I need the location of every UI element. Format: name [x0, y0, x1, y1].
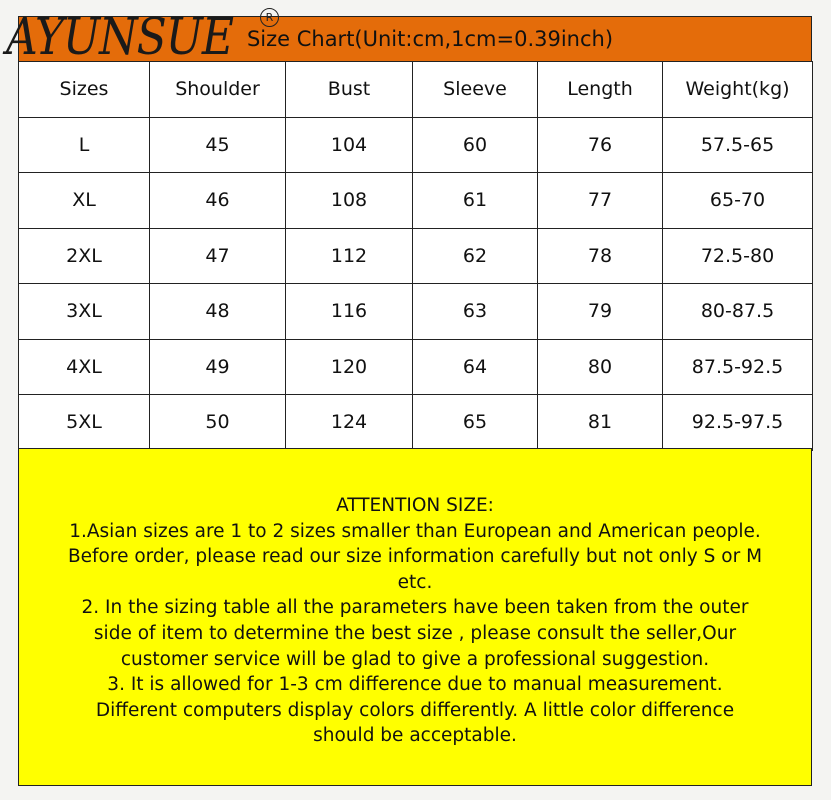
table-row — [19, 284, 813, 340]
cell-bust: 120 — [286, 339, 413, 395]
cell-bust: 108 — [286, 173, 413, 229]
cell-length: 80 — [538, 339, 663, 395]
cell-sleeve: 65 — [413, 395, 538, 451]
table-row — [19, 339, 813, 395]
cell-weight: 80-87.5 — [663, 284, 813, 340]
notice-line: customer service will be glad to give a professional suggestion. — [120, 648, 710, 670]
notice-line: 3. It is allowed for 1-3 cm difference due to manual measurement. — [107, 674, 723, 696]
cell-weight: 92.5-97.5 — [663, 395, 813, 451]
cell-sleeve: 60 — [413, 117, 538, 173]
cell-shoulder: 48 — [150, 284, 286, 340]
cell-bust: 112 — [286, 228, 413, 284]
cell-length: 78 — [538, 228, 663, 284]
cell-weight: 87.5-92.5 — [663, 339, 813, 395]
column-header-sleeve: Sleeve — [413, 62, 538, 118]
cell-length: 76 — [538, 117, 663, 173]
cell-sleeve: 61 — [413, 173, 538, 229]
notice-heading: ATTENTION SIZE: — [336, 495, 494, 516]
notice-line: 2. In the sizing table all the parameters have been taken from the outer — [81, 597, 749, 619]
cell-weight: 65-70 — [663, 173, 813, 229]
cell-bust: 104 — [286, 117, 413, 173]
column-header-shoulder: Shoulder — [150, 62, 286, 118]
column-header-sizes: Sizes — [19, 62, 150, 118]
brand-logo: AYUNSUE — [6, 8, 233, 67]
cell-sleeve: 64 — [413, 339, 538, 395]
cell-bust: 124 — [286, 395, 413, 451]
cell-shoulder: 46 — [150, 173, 286, 229]
cell-size: XL — [19, 173, 150, 229]
notice-line: side of item to determine the best size , please consult the seller,Our — [93, 622, 737, 644]
notice-line: Different computers display colors differently. A little color difference — [95, 699, 735, 721]
cell-weight: 57.5-65 — [663, 117, 813, 173]
cell-shoulder: 45 — [150, 117, 286, 173]
column-header-length: Length — [538, 62, 663, 118]
cell-size: L — [19, 117, 150, 173]
cell-size: 4XL — [19, 339, 150, 395]
cell-sleeve: 62 — [413, 228, 538, 284]
cell-weight: 72.5-80 — [663, 228, 813, 284]
cell-size: 3XL — [19, 284, 150, 340]
cell-length: 77 — [538, 173, 663, 229]
size-table — [18, 61, 813, 451]
cell-bust: 116 — [286, 284, 413, 340]
table-row — [19, 173, 813, 229]
attention-notice — [18, 448, 812, 786]
table-header-row — [19, 62, 813, 118]
notice-line: etc. — [397, 571, 433, 593]
cell-shoulder: 49 — [150, 339, 286, 395]
cell-shoulder: 50 — [150, 395, 286, 451]
table-row — [19, 228, 813, 284]
notice-line: should be acceptable. — [313, 725, 517, 747]
notice-line: 1.Asian sizes are 1 to 2 sizes smaller than European and American people. — [69, 520, 761, 542]
notice-line: Before order, please read our size information carefully but not only S or M — [67, 546, 763, 568]
registered-mark-icon: R — [260, 8, 279, 27]
size-table-body — [19, 62, 813, 451]
cell-size: 2XL — [19, 228, 150, 284]
table-row — [19, 395, 813, 451]
cell-length: 81 — [538, 395, 663, 451]
cell-size: 5XL — [19, 395, 150, 451]
cell-shoulder: 47 — [150, 228, 286, 284]
column-header-bust: Bust — [286, 62, 413, 118]
cell-sleeve: 63 — [413, 284, 538, 340]
column-header-weight: Weight(kg) — [663, 62, 813, 118]
table-row — [19, 117, 813, 173]
cell-length: 79 — [538, 284, 663, 340]
size-chart-title: Size Chart(Unit:cm,1cm=0.39inch) — [246, 27, 614, 51]
